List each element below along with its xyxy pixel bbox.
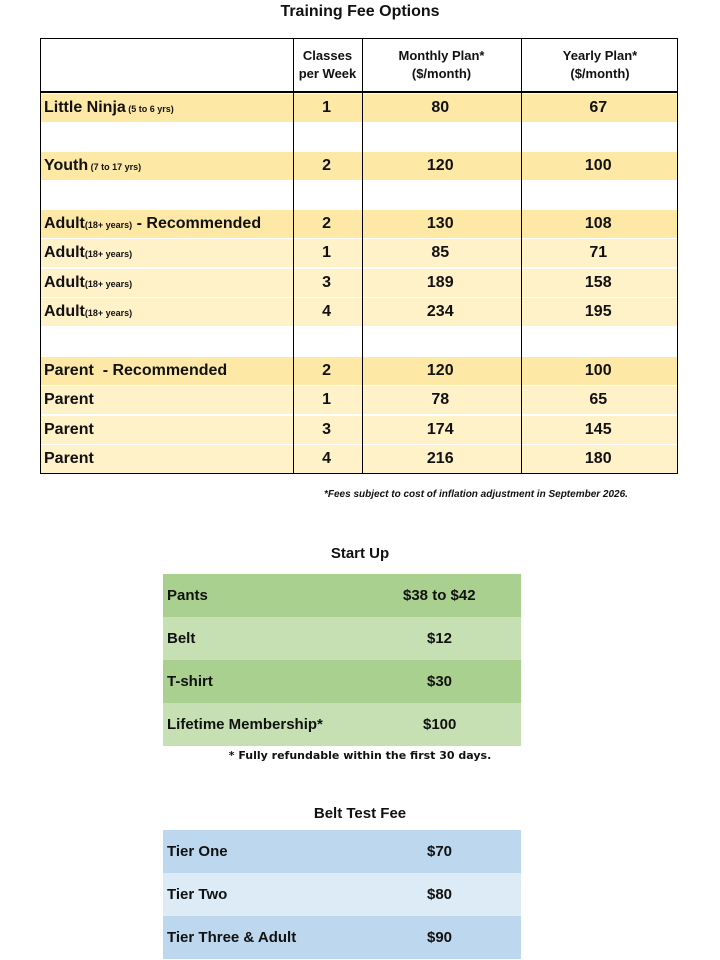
row-name: Parent - Recommended xyxy=(44,362,228,379)
table-row xyxy=(41,210,677,238)
startup-row xyxy=(163,660,521,703)
row-age: (18+ years) xyxy=(84,220,133,230)
row-name: Adult xyxy=(44,215,85,232)
table-row xyxy=(41,239,677,267)
column-divider xyxy=(293,39,294,473)
row-name: Adult xyxy=(44,303,85,320)
startup-item-price: $38 to $42 xyxy=(403,587,476,604)
row-classes: 2 xyxy=(322,157,332,174)
column-divider xyxy=(362,39,363,473)
row-yearly: 71 xyxy=(589,244,608,261)
startup-item-price: $30 xyxy=(427,673,453,690)
column-divider xyxy=(521,39,522,473)
belt-test-price: $90 xyxy=(427,929,453,946)
row-yearly: 195 xyxy=(584,303,612,320)
table-row xyxy=(41,152,677,180)
row-monthly: 189 xyxy=(426,274,454,291)
belt-test-row xyxy=(163,916,521,959)
row-name: Little Ninja xyxy=(44,99,126,116)
row-name: Parent xyxy=(44,391,94,408)
belt-test-row xyxy=(163,873,521,916)
row-name: Adult xyxy=(44,244,85,261)
header-yearly-plan: Yearly Plan* ($/month) xyxy=(562,48,638,81)
row-monthly: 174 xyxy=(426,421,454,438)
training-fee-title: Training Fee Options xyxy=(280,3,440,20)
row-name: Adult xyxy=(44,274,85,291)
row-name: Parent xyxy=(44,450,94,467)
row-name: Youth xyxy=(44,157,89,174)
row-name: Parent xyxy=(44,421,94,438)
row-monthly: 234 xyxy=(426,303,454,320)
row-yearly: 158 xyxy=(584,274,612,291)
row-recommended: - Recommended xyxy=(132,215,262,232)
row-monthly: 216 xyxy=(426,450,454,467)
row-age: (18+ years) xyxy=(84,279,133,289)
startup-item-name: T-shirt xyxy=(167,673,213,690)
table-row xyxy=(41,386,677,414)
belt-test-row xyxy=(163,830,521,873)
header-classes-per-week: Classes per Week xyxy=(298,48,357,81)
row-yearly: 65 xyxy=(589,391,608,408)
row-monthly: 120 xyxy=(426,157,454,174)
row-yearly: 180 xyxy=(584,450,612,467)
startup-item-price: $12 xyxy=(427,630,453,647)
row-classes: 3 xyxy=(322,274,332,291)
table-row xyxy=(41,445,677,473)
row-yearly: 108 xyxy=(584,215,612,232)
table-row xyxy=(41,94,677,122)
startup-item-price: $100 xyxy=(423,716,457,733)
row-classes: 4 xyxy=(322,303,332,320)
belt-test-table xyxy=(163,830,521,959)
row-classes: 2 xyxy=(322,215,332,232)
row-classes: 4 xyxy=(322,450,332,467)
row-classes: 2 xyxy=(322,362,332,379)
row-monthly: 130 xyxy=(426,215,454,232)
table-row xyxy=(41,269,677,297)
row-yearly: 145 xyxy=(584,421,612,438)
belt-test-title: Belt Test Fee xyxy=(313,805,407,822)
startup-footnote: * Fully refundable within the first 30 days. xyxy=(228,749,492,762)
row-monthly: 85 xyxy=(431,244,450,261)
startup-item-name: Pants xyxy=(167,587,208,604)
training-fee-table xyxy=(40,38,678,474)
startup-row xyxy=(163,574,521,617)
startup-row xyxy=(163,617,521,660)
startup-row xyxy=(163,703,521,746)
row-monthly: 80 xyxy=(431,99,450,116)
table-row xyxy=(41,298,677,326)
startup-item-name: Belt xyxy=(167,630,196,647)
row-yearly: 100 xyxy=(584,157,612,174)
belt-test-tier: Tier One xyxy=(167,843,228,860)
row-classes: 1 xyxy=(322,99,332,116)
row-age: (18+ years) xyxy=(84,249,133,259)
row-monthly: 78 xyxy=(431,391,450,408)
row-age: (7 to 17 yrs) xyxy=(88,162,142,172)
row-yearly: 100 xyxy=(584,362,612,379)
startup-item-name: Lifetime Membership* xyxy=(167,716,323,733)
startup-title: Start Up xyxy=(330,545,390,562)
startup-table xyxy=(163,574,521,746)
fees-footnote: *Fees subject to cost of inflation adjustment in September 2026. xyxy=(324,489,628,500)
belt-test-price: $70 xyxy=(427,843,453,860)
row-monthly: 120 xyxy=(426,362,454,379)
row-age: (18+ years) xyxy=(84,308,133,318)
header-divider xyxy=(41,91,677,93)
row-classes: 1 xyxy=(322,244,332,261)
row-age: (5 to 6 yrs) xyxy=(125,104,174,114)
belt-test-tier: Tier Two xyxy=(167,886,228,903)
row-yearly: 67 xyxy=(589,99,608,116)
table-row xyxy=(41,357,677,385)
header-monthly-plan: Monthly Plan* ($/month) xyxy=(398,48,485,81)
row-classes: 3 xyxy=(322,421,332,438)
row-classes: 1 xyxy=(322,391,332,408)
table-row xyxy=(41,416,677,444)
belt-test-price: $80 xyxy=(427,886,453,903)
belt-test-tier: Tier Three & Adult xyxy=(167,929,297,946)
